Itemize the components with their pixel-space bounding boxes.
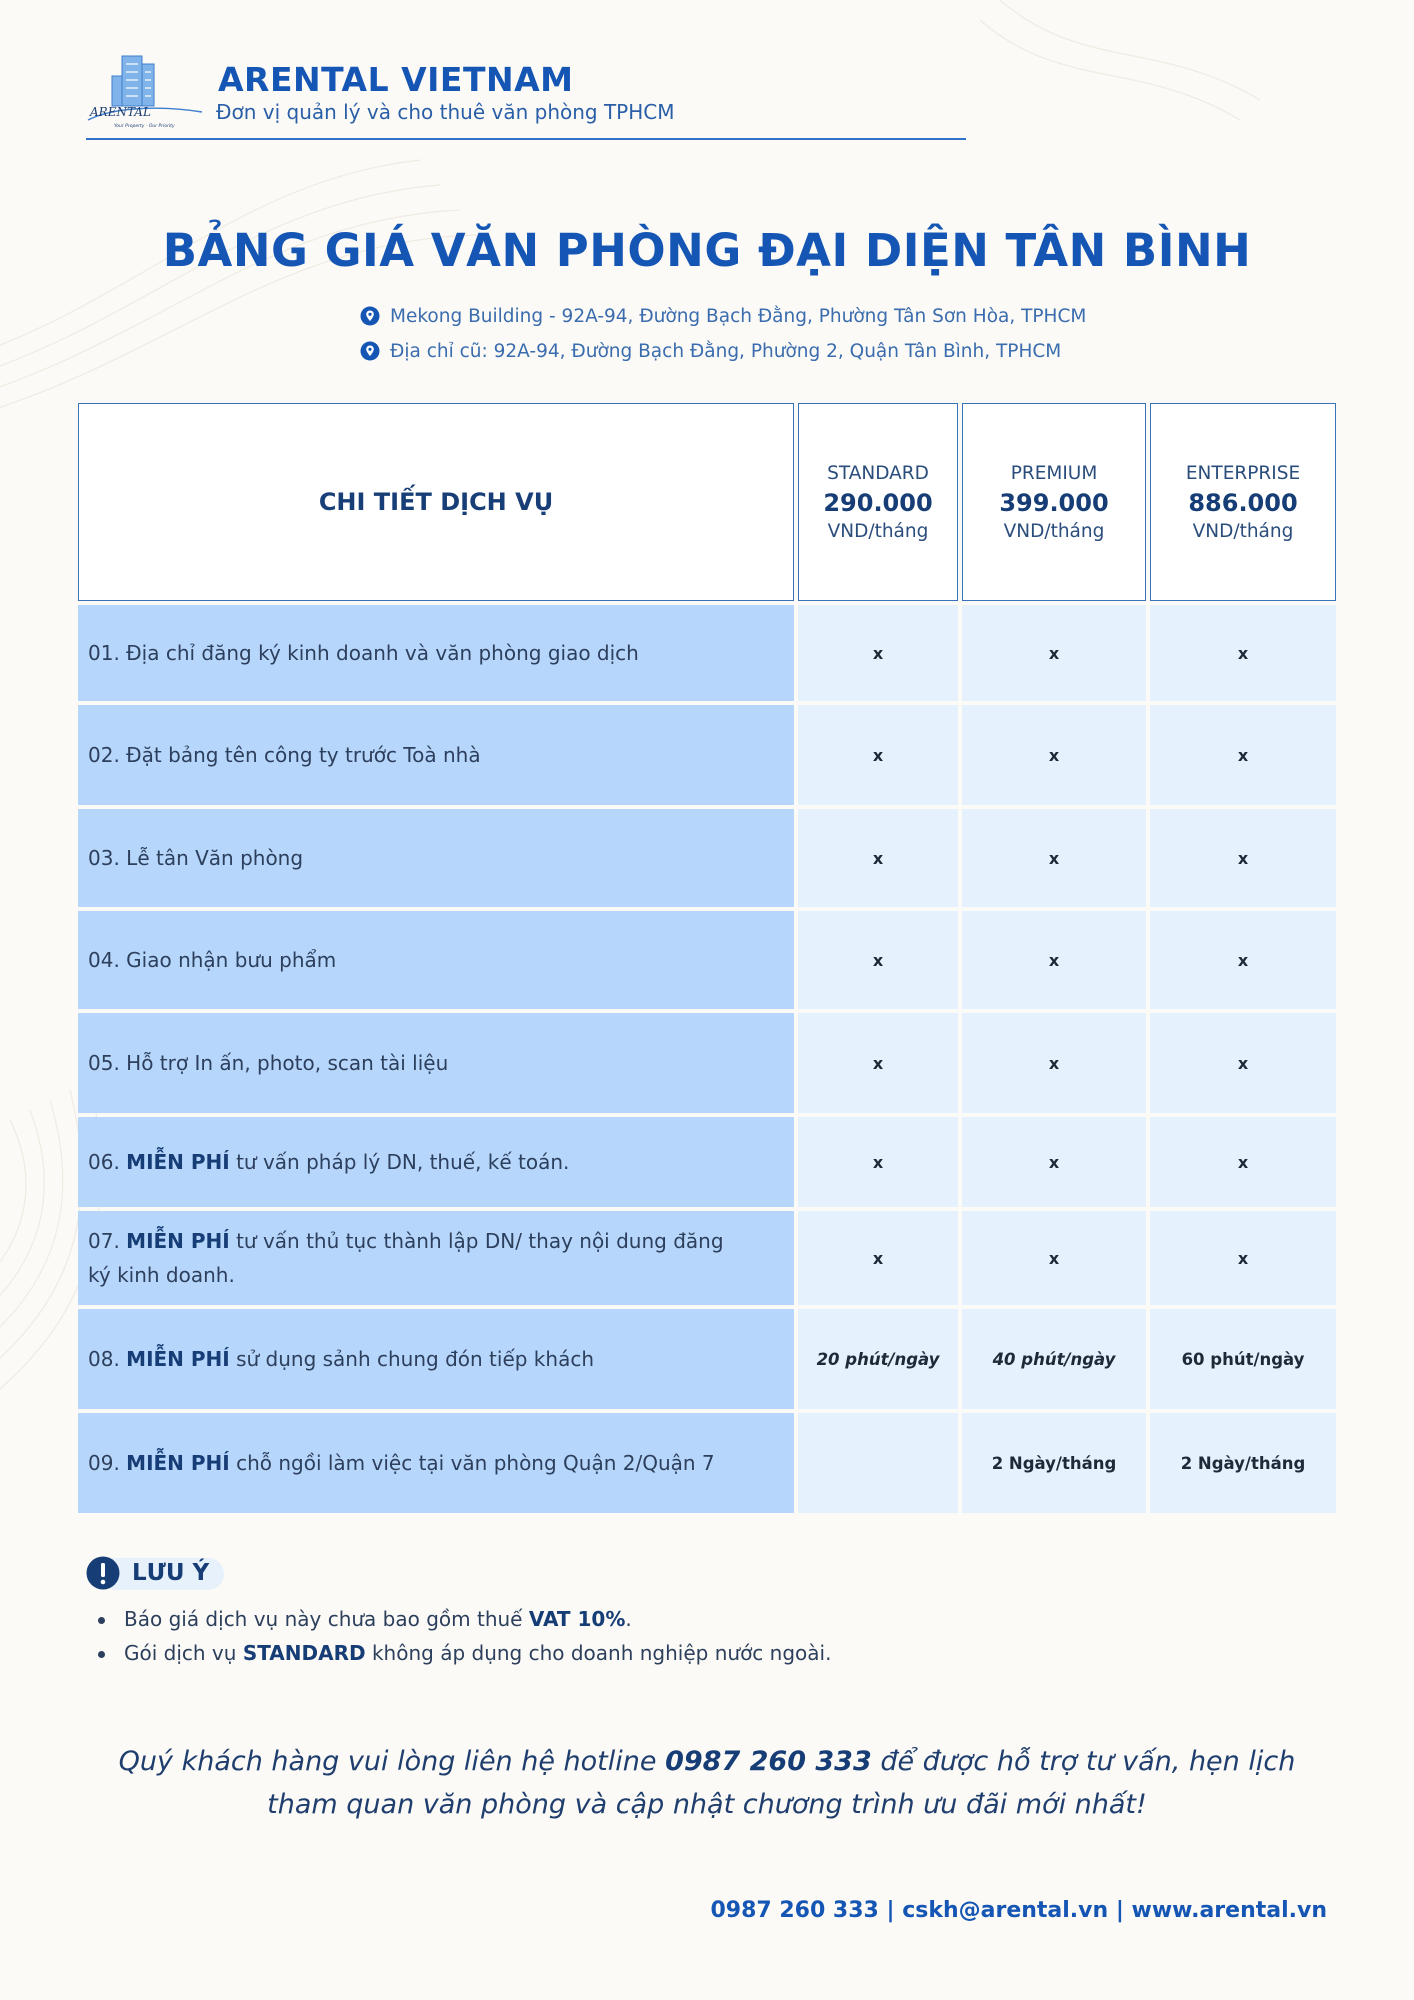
row-value-cell bbox=[798, 705, 958, 805]
row-value-cell bbox=[1150, 1117, 1336, 1207]
row-description: 08. MIỄN PHÍ sử dụng sảnh chung đón tiếp khách bbox=[78, 1309, 794, 1409]
plan-name: PREMIUM bbox=[1010, 462, 1098, 484]
row-description: 06. MIỄN PHÍ tư vấn pháp lý DN, thuế, kế toán. bbox=[78, 1117, 794, 1207]
row-value-cell bbox=[962, 1117, 1146, 1207]
arental-logo bbox=[86, 50, 206, 132]
row-value-cell bbox=[1150, 605, 1336, 701]
row-value-cell bbox=[962, 705, 1146, 805]
address-text: Địa chỉ cũ: 92A-94, Đường Bạch Đằng, Phường 2, Quận Tân Bình, TPHCM bbox=[390, 340, 1062, 362]
brand-name: ARENTAL VIETNAM bbox=[218, 60, 574, 99]
plan-price: 290.000 bbox=[823, 488, 933, 517]
row-value-cell bbox=[962, 605, 1146, 701]
cta-line-2: tham quan văn phòng và cập nhật chương trình ưu đãi mới nhất! bbox=[267, 1789, 1147, 1820]
plan-premium bbox=[962, 403, 1146, 601]
value-text: 40 phút/ngày bbox=[992, 1349, 1116, 1369]
included-mark: x bbox=[1048, 1053, 1060, 1073]
row-value-cell bbox=[962, 809, 1146, 907]
row-value-cell bbox=[962, 1309, 1146, 1409]
included-mark: x bbox=[1048, 643, 1060, 663]
row-value-cell bbox=[798, 911, 958, 1009]
location-pin-icon bbox=[360, 306, 380, 326]
row-value-cell bbox=[798, 1309, 958, 1409]
address-old bbox=[360, 338, 1061, 364]
row-description: 03. Lễ tân Văn phòng bbox=[78, 809, 794, 907]
included-mark: x bbox=[872, 1248, 884, 1268]
row-description: 04. Giao nhận bưu phẩm bbox=[78, 911, 794, 1009]
row-value-cell bbox=[1150, 809, 1336, 907]
included-mark: x bbox=[1237, 745, 1249, 765]
row-value-cell bbox=[962, 1013, 1146, 1113]
included-mark: x bbox=[1237, 950, 1249, 970]
address-text: Mekong Building - 92A-94, Đường Bạch Đằng, Phường Tân Sơn Hòa, TPHCM bbox=[390, 305, 1087, 327]
row-value-cell bbox=[1150, 1013, 1336, 1113]
included-mark: x bbox=[1048, 745, 1060, 765]
included-mark: x bbox=[872, 1053, 884, 1073]
row-value-cell bbox=[1150, 1309, 1336, 1409]
row-value-cell bbox=[798, 1117, 958, 1207]
included-mark: x bbox=[1048, 1248, 1060, 1268]
included-mark: x bbox=[872, 745, 884, 765]
included-mark: x bbox=[1048, 1152, 1060, 1172]
included-mark: x bbox=[1048, 848, 1060, 868]
plan-enterprise bbox=[1150, 403, 1336, 601]
included-mark: x bbox=[1237, 1248, 1249, 1268]
brand-tagline: Đơn vị quản lý và cho thuê văn phòng TPHCM bbox=[216, 100, 675, 124]
row-value-cell bbox=[962, 911, 1146, 1009]
plan-standard bbox=[798, 403, 958, 601]
included-mark: x bbox=[1048, 950, 1060, 970]
plan-name: ENTERPRISE bbox=[1185, 462, 1301, 484]
exclamation-icon bbox=[86, 1556, 120, 1590]
plan-unit: VND/tháng bbox=[1192, 520, 1294, 542]
note-title: LƯU Ý bbox=[132, 1560, 210, 1586]
note-item: Gói dịch vụ STANDARD không áp dụng cho doanh nghiệp nước ngoài. bbox=[96, 1636, 831, 1670]
row-value-cell bbox=[1150, 911, 1336, 1009]
value-text: 2 Ngày/tháng bbox=[991, 1453, 1117, 1473]
header bbox=[86, 50, 966, 142]
row-value-cell bbox=[1150, 1413, 1336, 1513]
value-text: 2 Ngày/tháng bbox=[1180, 1453, 1306, 1473]
included-mark: x bbox=[1237, 1152, 1249, 1172]
logo-text: ARENTAL bbox=[90, 105, 151, 119]
note-list bbox=[96, 1602, 831, 1670]
cta-line-1: Quý khách hàng vui lòng liên hệ hotline 0987 260 333 để được hỗ trợ tư vấn, hẹn lịch bbox=[118, 1746, 1296, 1777]
page-title: BẢNG GIÁ VĂN PHÒNG ĐẠI DIỆN TÂN BÌNH bbox=[162, 224, 1252, 277]
row-value-cell bbox=[1150, 705, 1336, 805]
note-item: Báo giá dịch vụ này chưa bao gồm thuế VAT 10%. bbox=[96, 1602, 831, 1636]
row-value-cell bbox=[962, 1211, 1146, 1305]
row-value-cell bbox=[1150, 1211, 1336, 1305]
row-description: 05. Hỗ trợ In ấn, photo, scan tài liệu bbox=[78, 1013, 794, 1113]
row-value-cell bbox=[962, 1413, 1146, 1513]
plan-unit: VND/tháng bbox=[827, 520, 929, 542]
plan-price: 399.000 bbox=[999, 488, 1109, 517]
plan-unit: VND/tháng bbox=[1003, 520, 1105, 542]
included-mark: x bbox=[872, 643, 884, 663]
hotline[interactable]: 0987 260 333 bbox=[665, 1746, 872, 1777]
row-value-cell bbox=[798, 1013, 958, 1113]
plan-name: STANDARD bbox=[827, 462, 929, 484]
value-text: 20 phút/ngày bbox=[816, 1349, 940, 1369]
included-mark: x bbox=[872, 848, 884, 868]
row-value-cell bbox=[798, 605, 958, 701]
included-mark: x bbox=[1237, 1053, 1249, 1073]
location-pin-icon bbox=[360, 341, 380, 361]
row-value-cell bbox=[798, 809, 958, 907]
table-header-services: CHI TIẾT DỊCH VỤ bbox=[78, 403, 794, 601]
row-description: 09. MIỄN PHÍ chỗ ngồi làm việc tại văn phòng Quận 2/Quận 7 bbox=[78, 1413, 794, 1513]
row-description: 01. Địa chỉ đăng ký kinh doanh và văn phòng giao dịch bbox=[78, 605, 794, 701]
row-value-cell bbox=[798, 1413, 958, 1513]
header-divider bbox=[86, 138, 966, 140]
pricing-table bbox=[78, 403, 1336, 1521]
logo-slogan: Your Property - Our Priority bbox=[114, 124, 175, 129]
row-description: 02. Đặt bảng tên công ty trước Toà nhà bbox=[78, 705, 794, 805]
footer-contact: 0987 260 333 | cskh@arental.vn | www.arental.vn bbox=[710, 1898, 1327, 1923]
row-value-cell bbox=[798, 1211, 958, 1305]
included-mark: x bbox=[872, 950, 884, 970]
included-mark: x bbox=[1237, 643, 1249, 663]
included-mark: x bbox=[1237, 848, 1249, 868]
value-text: 60 phút/ngày bbox=[1181, 1349, 1305, 1369]
address-current bbox=[360, 303, 1086, 329]
row-description: 07. MIỄN PHÍ tư vấn thủ tục thành lập DN/ thay nội dung đăng ký kinh doanh. bbox=[78, 1211, 794, 1305]
included-mark: x bbox=[872, 1152, 884, 1172]
note-header bbox=[86, 1556, 209, 1590]
plan-price: 886.000 bbox=[1188, 488, 1298, 517]
